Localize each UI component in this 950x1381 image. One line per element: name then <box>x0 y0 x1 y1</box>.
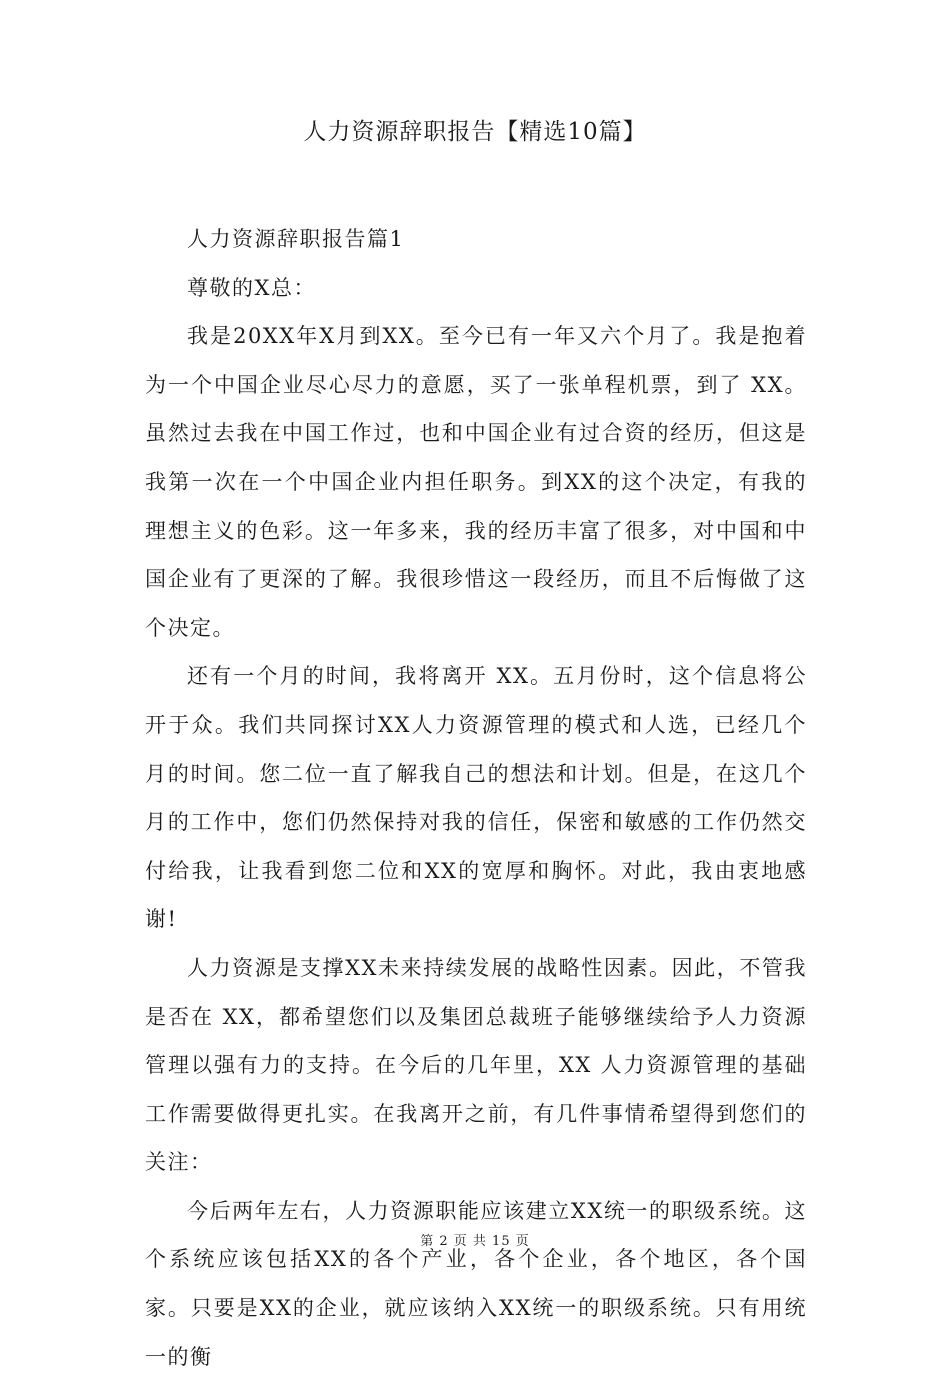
page-number-footer: 第 2 页 共 15 页 <box>420 1234 530 1249</box>
section-heading: 人力资源辞职报告篇1 <box>187 227 405 251</box>
body-paragraph: 人力资源是支撑XX未来持续发展的战略性因素。因此，不管我是否在 XX，都希望您们以及集团总裁班子能够继续给予人力资源管理以强有力的支持。在今后的几年里，XX 人力资源管理的基础工作需要做得更扎实。在我离开之前，有几件事情希望得到您们的关注： <box>145 955 807 1175</box>
body-paragraph: 今后两年左右，人力资源职能应该建立XX统一的职级系统。这个系统应该包括XX的各个产业，各个企业，各个地区，各个国家。只要是XX的企业，就应该纳入XX统一的职级系统。只有用统一的衡 <box>145 1198 807 1369</box>
salutation: 尊敬的X总： <box>187 275 316 300</box>
body-paragraph: 还有一个月的时间，我将离开 XX。五月份时，这个信息将公开于众。我们共同探讨XX人力资源管理的模式和人选，已经几个月的时间。您二位一直了解我自己的想法和计划。但是，在这几个月的工作中，您们仍然保持对我的信任，保密和敏感的工作仍然交付给我，让我看到您二位和XX的宽厚和胸怀。对此，我由衷地感谢! <box>145 664 807 932</box>
document-title: 人力资源辞职报告【精选10篇】 <box>303 119 647 145</box>
body-paragraph: 我是20XX年X月到XX。至今已有一年又六个月了。我是抱着为一个中国企业尽心尽力的意愿，买了一张单程机票，到了 XX。虽然过去我在中国工作过，也和中国企业有过合资的经历，但这是我第一次在一个中国企业内担任职务。到XX的这个决定，有我的理想主义的色彩。这一年多来，我的经历丰富了很多，对中国和中国企业有了更深的了解。我很珍惜这一段经历，而且不后悔做了这个决定。 <box>145 324 807 640</box>
document-body <box>145 215 807 1381</box>
